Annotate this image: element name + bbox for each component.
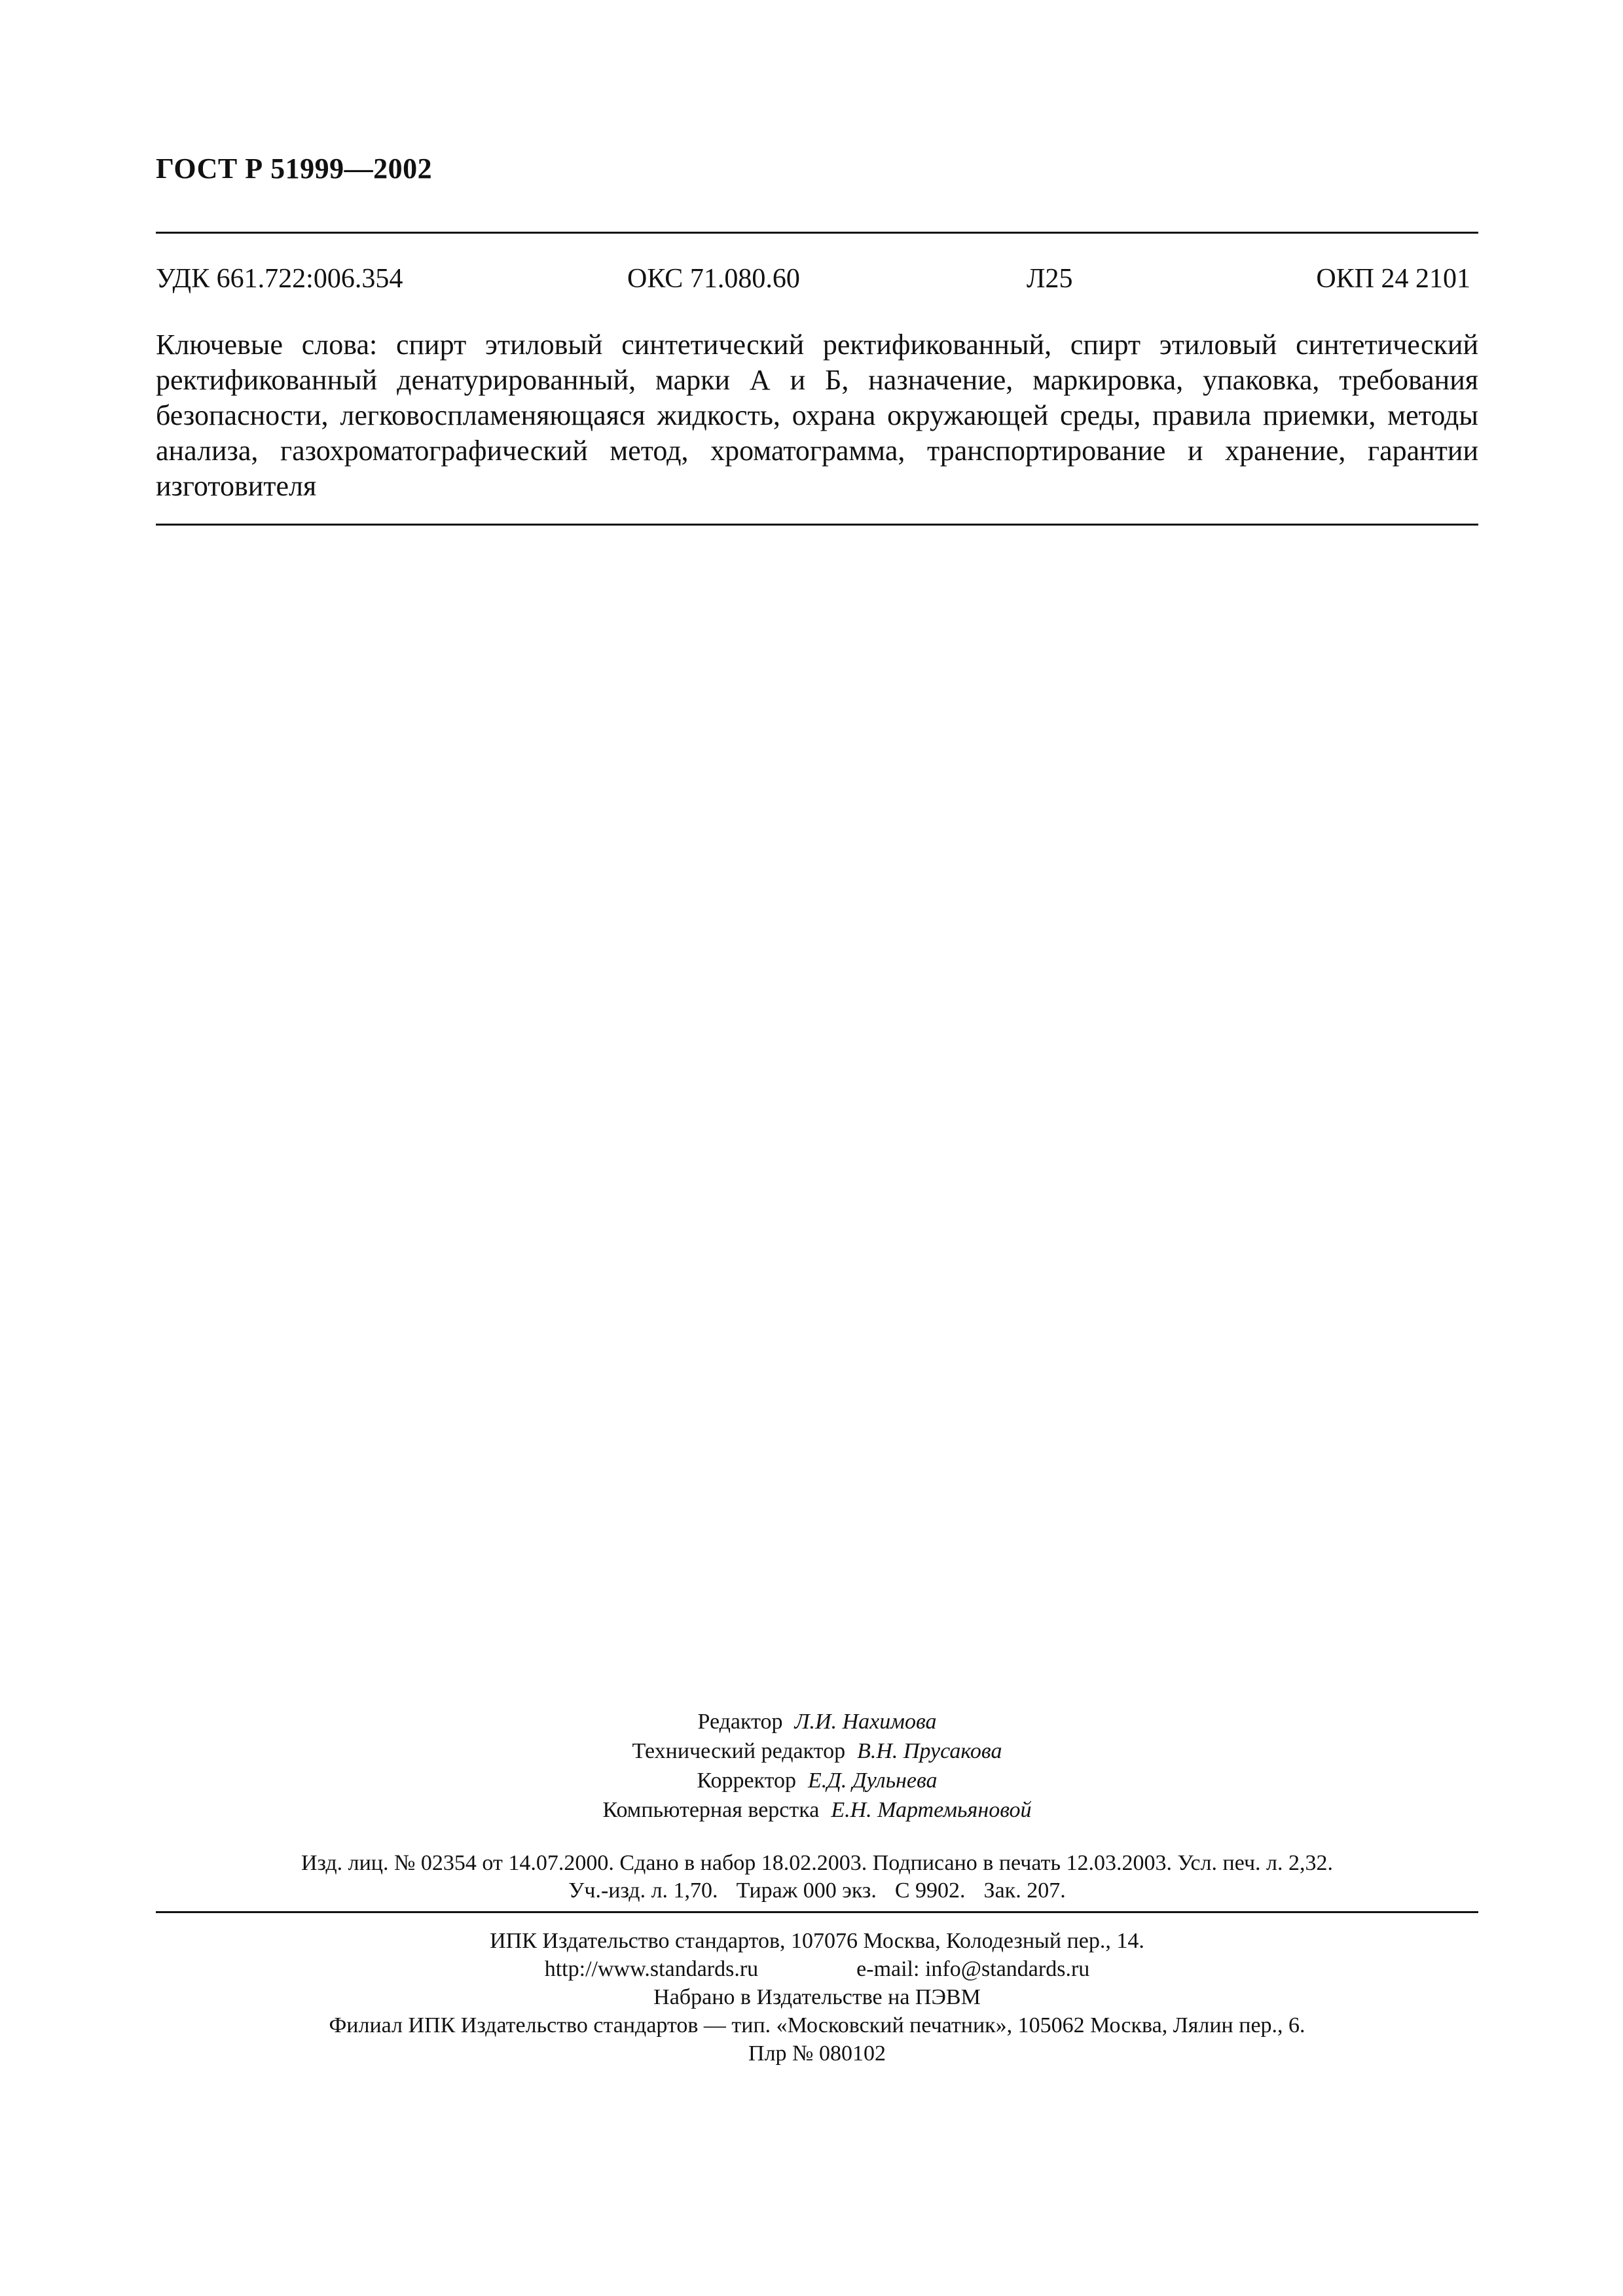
- keywords-paragraph: Ключевые слова: спирт этиловый синтетический ректификованный, спирт этиловый синтетический ректификованный денатурированный, марки А и Б, назначение, маркировка, упаковка, требования безопасности, легковоспламеняющаяся жидкость, охрана окружающей среды, правила приемки, методы анализа, газохроматографический метод, хроматограмма, транспортирование и хранение, гарантии изготовителя: [156, 329, 1478, 502]
- publisher-typeset-note: Набрано в Издательстве на ПЭВМ: [653, 1985, 981, 2009]
- publisher-license: Плр № 080102: [748, 2041, 886, 2066]
- publisher-website: http://www.standards.ru: [544, 1957, 759, 1981]
- okp-code: ОКП 24 2101: [1316, 264, 1470, 294]
- publisher-branch: Филиал ИПК Издательство стандартов — тип. «Московский печатник», 105062 Москва, Лялин пер., 6.: [329, 2013, 1305, 2037]
- classification-row: [156, 263, 1478, 302]
- imprint-order: Зак. 207.: [983, 1878, 1066, 1903]
- imprint-line-1: Изд. лиц. № 02354 от 14.07.2000. Сдано в набор 18.02.2003. Подписано в печать 12.03.2003. Усл. печ. л. 2,32.: [301, 1851, 1334, 1875]
- publisher-contacts: [156, 1955, 1478, 1983]
- credit-technical-editor: [156, 1736, 1478, 1766]
- top-divider: [156, 232, 1478, 234]
- imprint-code: С 9902.: [894, 1878, 966, 1903]
- publisher-address: ИПК Издательство стандартов, 107076 Москва, Колодезный пер., 14.: [490, 1929, 1144, 1953]
- credit-person: В.Н. Прусакова: [857, 1739, 1002, 1763]
- keywords-divider: [156, 524, 1478, 526]
- credit-role: Редактор: [697, 1710, 783, 1734]
- credit-layout: [156, 1795, 1478, 1825]
- credit-person: Е.Д. Дульнева: [808, 1768, 938, 1793]
- imprint-line-2: [156, 1877, 1478, 1905]
- credit-role: Технический редактор: [632, 1739, 846, 1763]
- standard-designation: ГОСТ Р 51999—2002: [156, 152, 433, 185]
- imprint-print-sheets: Уч.-изд. л. 1,70.: [568, 1878, 718, 1903]
- imprint-block: [156, 1850, 1478, 1905]
- credits-block: [156, 1707, 1478, 1825]
- udk-code: УДК 661.722:006.354: [156, 264, 403, 294]
- publisher-email: e-mail: info@standards.ru: [856, 1957, 1090, 1981]
- credit-editor: [156, 1707, 1478, 1736]
- credit-role: Компьютерная верстка: [602, 1798, 820, 1822]
- publisher-block: [156, 1927, 1478, 2068]
- oks-code: ОКС 71.080.60: [627, 264, 800, 294]
- credit-person: Е.Н. Мартемьяновой: [831, 1798, 1032, 1822]
- imprint-print-run: Тираж 000 экз.: [736, 1878, 877, 1903]
- credit-proofreader: [156, 1766, 1478, 1795]
- group-code: Л25: [1027, 264, 1073, 294]
- credit-role: Корректор: [697, 1768, 797, 1793]
- imprint-divider: [156, 1911, 1478, 1913]
- credit-person: Л.И. Нахимова: [794, 1710, 937, 1734]
